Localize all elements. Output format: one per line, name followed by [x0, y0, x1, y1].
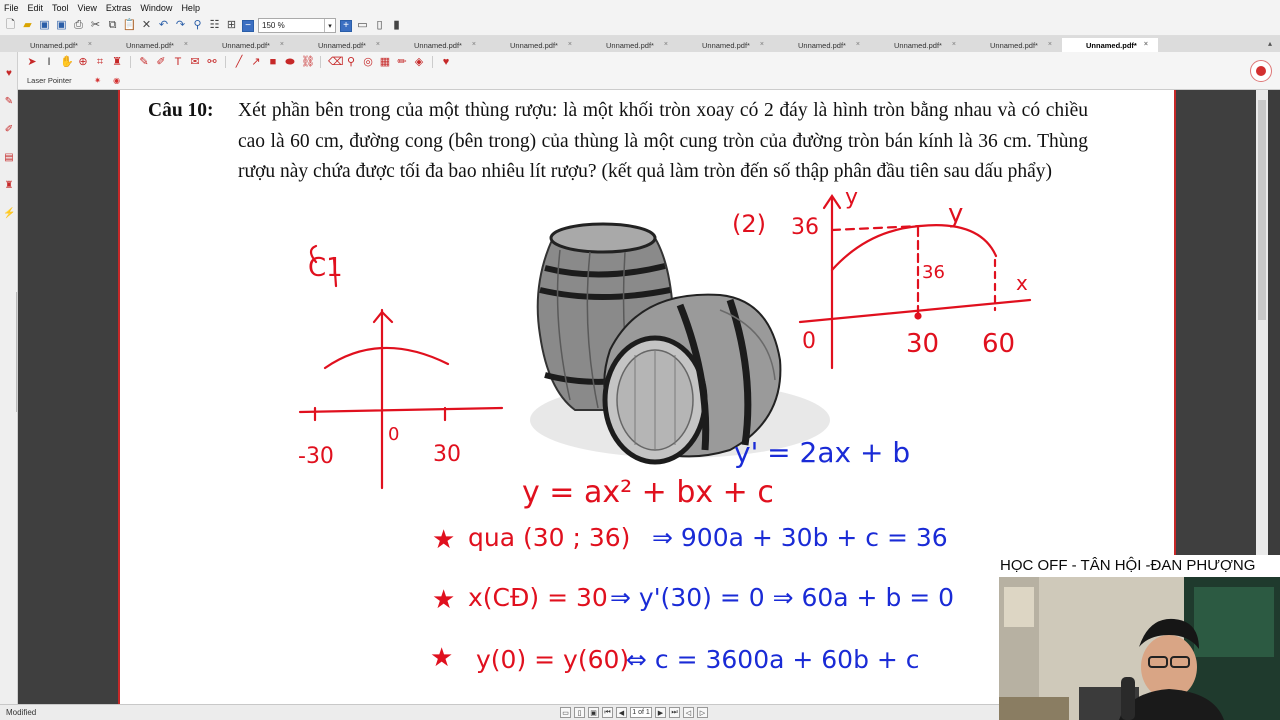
c2-y-axis-label: y — [845, 185, 859, 210]
document-tabs — [0, 36, 1280, 52]
view-mode-icon[interactable]: ▯ — [574, 707, 585, 718]
crop-icon[interactable]: ⌗ — [96, 55, 104, 68]
tab-close-icon[interactable]: × — [759, 41, 764, 48]
tab-label: Unnamed.pdf* — [990, 40, 1038, 50]
laser-pointer-label: Laser Pointer — [27, 76, 72, 85]
question-text: Xét phần bên trong của một thùng rượu: là một khối tròn xoay có 2 đáy là hình tròn bằng nhau và có chiều cao là 60 cm, đường cong (bên trong) của thùng là một cung tròn của đường tròn bán kính là 36 cm. Thùng rượu này chứa được tối đa bao nhiêu lít rượu? (kết quả làm tròn đến số thập phân đầu tiên sau dấu phẩy) — [238, 100, 1088, 182]
chart-panel-icon[interactable]: ▤ — [4, 152, 14, 163]
laser-record-icon[interactable]: ◉ — [113, 76, 121, 85]
pen-icon[interactable]: ✎ — [139, 55, 149, 68]
tab-label: Unnamed.pdf* — [222, 40, 270, 50]
stamp-icon[interactable]: ♜ — [112, 55, 122, 68]
zoom-tool-icon[interactable]: ⊕ — [78, 55, 88, 68]
page-navigation — [560, 707, 708, 718]
note-icon[interactable]: ✉ — [190, 55, 200, 68]
tab-label: Unnamed.pdf* — [894, 40, 942, 50]
menu-help[interactable]: Help — [181, 3, 200, 13]
zoom-in-button[interactable]: + — [340, 20, 352, 32]
save-as-icon[interactable]: ▣ — [56, 19, 67, 31]
attach-icon[interactable]: ⚲ — [346, 55, 356, 68]
image-icon[interactable]: ▦ — [379, 55, 391, 68]
menu-view[interactable]: View — [77, 3, 97, 13]
open-folder-icon[interactable]: ▰ — [23, 19, 32, 31]
tab-label: Unnamed.pdf* — [318, 40, 366, 50]
camera-icon[interactable]: ◎ — [363, 55, 373, 68]
text-select-icon[interactable]: I — [47, 55, 51, 68]
c2-y36-label: 36 — [791, 215, 819, 240]
hand-icon[interactable]: ✋ — [60, 55, 74, 68]
c2-x30-label: 30 — [906, 329, 940, 359]
presenter-video — [999, 577, 1280, 720]
next-page-icon[interactable]: ▶ — [655, 707, 666, 718]
tab-label: Unnamed.pdf* — [30, 40, 78, 50]
bookmark-heart-icon[interactable]: ♥ — [6, 68, 12, 79]
highlight-panel-icon[interactable]: ✐ — [4, 124, 14, 135]
tab-label: Unnamed.pdf* — [510, 40, 558, 50]
page-indicator[interactable]: 1 of 1 — [630, 707, 652, 718]
condition-3-left: y(0) = y(60) — [476, 645, 630, 674]
webcam-title: HỌC OFF - TÂN HỘI -ĐAN PHƯỢNG — [999, 555, 1280, 577]
c2-origin-label: 0 — [802, 329, 816, 354]
tab-label: Unnamed.pdf* — [606, 40, 654, 50]
toolbar-divider — [225, 56, 226, 68]
document-tab[interactable] — [6, 38, 102, 52]
parabola-equation: y = ax² + bx + c — [522, 475, 774, 510]
document-tab[interactable] — [966, 38, 1062, 52]
delete-icon[interactable]: ✕ — [141, 19, 152, 31]
fit-width-icon[interactable]: ▯ — [376, 19, 383, 31]
question-label: Câu 10: — [148, 100, 214, 121]
zoom-out-button[interactable]: − — [242, 20, 254, 32]
status-text: Modified — [6, 708, 37, 717]
paste-icon[interactable]: 📋 — [122, 19, 137, 31]
chevron-down-icon: ▾ — [324, 19, 335, 32]
tab-close-icon[interactable]: × — [567, 41, 572, 48]
document-tab[interactable] — [678, 38, 774, 52]
c2-x60-label: 60 — [982, 329, 1016, 359]
condition-3-right: ⇔ c = 3600a + 60b + c — [626, 645, 920, 674]
menu-window[interactable]: Window — [140, 3, 173, 13]
webcam-overlay — [999, 555, 1280, 720]
back-icon[interactable]: ◁ — [683, 707, 694, 718]
tab-label: Unnamed.pdf* — [1086, 40, 1137, 50]
record-button[interactable] — [1250, 60, 1272, 82]
properties-icon[interactable]: ☷ — [209, 19, 220, 31]
marker-panel-icon[interactable]: ⚡ — [3, 208, 16, 219]
view-mode-icon[interactable]: ▭ — [560, 707, 571, 718]
menu-bar — [0, 0, 1280, 16]
main-toolbar — [0, 16, 1280, 36]
menu-file[interactable]: File — [4, 3, 19, 13]
laser-dot-icon[interactable]: ✷ — [94, 76, 101, 85]
condition-1-right: ⇒ 900a + 30b + c = 36 — [652, 523, 948, 552]
new-document-icon[interactable]: 🗋 — [6, 19, 15, 31]
c1-label: C1 — [308, 253, 343, 283]
document-tab[interactable] — [870, 38, 966, 52]
zoom-value: 150 % — [262, 21, 285, 30]
prev-page-icon[interactable]: ◀ — [616, 707, 627, 718]
document-tab[interactable] — [294, 38, 390, 52]
tab-close-icon[interactable]: × — [375, 41, 380, 48]
copy-icon[interactable]: ⧉ — [108, 19, 117, 31]
toolbar-divider — [432, 56, 433, 68]
pen-panel-icon[interactable]: ✎ — [4, 96, 14, 107]
toolbar-divider — [320, 56, 321, 68]
menu-edit[interactable]: Edit — [27, 3, 44, 13]
zoom-select[interactable] — [258, 18, 336, 33]
tab-label: Unnamed.pdf* — [798, 40, 846, 50]
cut-icon[interactable]: ✂ — [90, 19, 101, 31]
tab-close-icon[interactable]: × — [663, 41, 668, 48]
tab-close-icon[interactable]: × — [855, 41, 860, 48]
fit-page-icon[interactable]: ▭ — [357, 19, 368, 31]
c1-tick-left: -30 — [298, 444, 334, 469]
tab-close-icon[interactable]: × — [1047, 41, 1052, 48]
menu-extras[interactable]: Extras — [105, 3, 132, 13]
menu-tool[interactable]: Tool — [52, 3, 69, 13]
tab-close-icon[interactable]: × — [183, 41, 188, 48]
c2-mid36-label: 36 — [922, 262, 945, 283]
bullet-star-3: ★ — [430, 643, 454, 673]
tab-label: Unnamed.pdf* — [414, 40, 462, 50]
laser-pointer-row — [0, 72, 1280, 90]
tab-close-icon[interactable]: × — [471, 41, 476, 48]
snapshot-icon[interactable]: ⊞ — [226, 19, 237, 31]
fullscreen-icon[interactable]: ▮ — [393, 19, 400, 31]
tab-close-icon[interactable]: × — [951, 41, 956, 48]
first-page-icon[interactable]: ⏮ — [602, 707, 613, 718]
bullet-star-2: ★ — [432, 585, 456, 615]
line-icon[interactable]: ╱ — [235, 55, 243, 68]
stamp-panel-icon[interactable]: ♜ — [4, 180, 14, 191]
scrollbar-thumb[interactable] — [1258, 100, 1266, 320]
condition-2-left: x(CĐ) = 30 — [468, 583, 608, 612]
tab-label: Unnamed.pdf* — [702, 40, 750, 50]
tab-label: Unnamed.pdf* — [126, 40, 174, 50]
left-sidebar — [0, 52, 18, 704]
measure-icon[interactable]: ⛓ — [301, 55, 315, 68]
print-icon[interactable]: ⎙ — [74, 19, 83, 31]
select-arrow-icon[interactable]: ➤ — [27, 55, 37, 68]
favorite-icon[interactable]: ♥ — [442, 55, 450, 68]
arrow-icon[interactable]: ↗ — [251, 55, 261, 68]
toolbar-divider — [130, 56, 131, 68]
document-tab[interactable] — [774, 38, 870, 52]
save-icon[interactable]: ▣ — [39, 19, 50, 31]
sidebar-grip[interactable] — [0, 292, 17, 412]
document-tab[interactable] — [198, 38, 294, 52]
undo-icon[interactable]: ↶ — [158, 19, 169, 31]
find-icon[interactable]: ⚲ — [193, 19, 202, 31]
document-tab[interactable] — [582, 38, 678, 52]
eraser-icon[interactable]: ⌫ — [328, 55, 344, 68]
shapes-icon[interactable]: ◈ — [414, 55, 424, 68]
pencil-icon[interactable]: ✏ — [397, 55, 407, 68]
tab-close-icon[interactable]: × — [279, 41, 284, 48]
text-tool-icon[interactable]: T — [174, 55, 182, 68]
annotation-toolbar — [0, 52, 1280, 72]
link-icon[interactable]: ⚯ — [207, 55, 217, 68]
c2-x-axis-label: x — [1016, 271, 1028, 295]
barrel-illustration — [530, 224, 830, 462]
bullet-star-1: ★ — [432, 525, 456, 555]
document-tab[interactable] — [390, 38, 486, 52]
highlighter-icon[interactable]: ✐ — [156, 55, 166, 68]
c2-label: (2) — [732, 210, 766, 238]
derivative-equation: y' = 2ax + b — [734, 436, 911, 469]
c2-curve-label: y — [948, 199, 964, 229]
record-dot-icon — [1256, 66, 1266, 76]
ellipse-icon[interactable]: ⬬ — [285, 55, 295, 68]
condition-2-right: ⇒ y'(30) = 0 ⇒ 60a + b = 0 — [610, 583, 955, 612]
last-page-icon[interactable]: ⏭ — [669, 707, 680, 718]
document-tab[interactable] — [486, 38, 582, 52]
c1-tick-right: 30 — [433, 442, 461, 467]
condition-1-left: qua (30 ; 36) — [468, 523, 631, 552]
document-tab[interactable] — [102, 38, 198, 52]
view-mode-icon[interactable]: ▣ — [588, 707, 599, 718]
rectangle-icon[interactable]: ■ — [269, 55, 277, 68]
redo-icon[interactable]: ↷ — [175, 19, 186, 31]
document-tab[interactable] — [1062, 38, 1158, 52]
forward-icon[interactable]: ▷ — [697, 707, 708, 718]
tab-close-icon[interactable]: × — [87, 41, 92, 48]
tab-scroll-icon[interactable]: ▴ — [1267, 39, 1272, 48]
tab-close-icon[interactable]: × — [1143, 41, 1148, 48]
c1-origin: 0 — [388, 424, 400, 445]
